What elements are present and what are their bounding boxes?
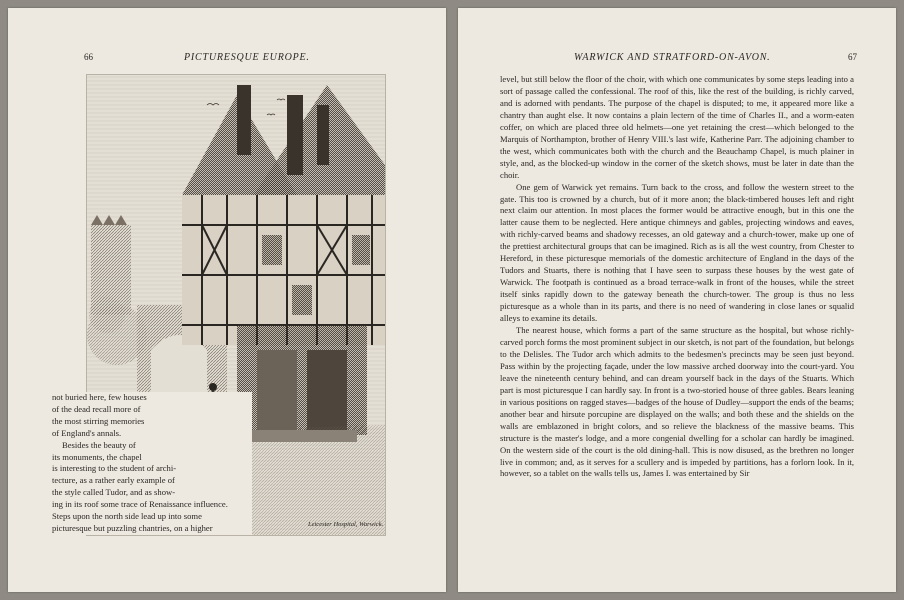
- paragraph: One gem of Warwick yet remains. Turn back to the cross, and follow the western street to the gate. This too is crowned by a church, but of it more anon; the black-timbered houses left and right next claim our attention. In most places the former would be attractive enough, but in this one the latter cause them to be neglected. Here antique chimneys and gables, projecting windows and eaves, with richly-carved beams and shadowy recesses, an old gateway and a church-tower, make up one of the prettiest architectural groups that can be imagined. Rich as is all the west country, from Chester to Hereford, in these picturesque memorials of the domestic architecture of England in the days of the Tudors and Stuarts, there is nothing that I have seen to surpass these houses by the west gate of Warwick. The footpath is continued as a broad terrace-walk in front of the houses, while the street itself sinks rapidly down to the gateway beneath the church-tower. The group is thus no less picturesque as a whole than in its parts, and there is no need of wandering in close lanes or squalid alleys to examine its details.: [500, 181, 854, 324]
- left-page: [8, 8, 446, 592]
- text-line: tecture, as a rather early example of: [52, 475, 175, 486]
- left-body-text: [52, 392, 252, 535]
- text-line: its monuments, the chapel: [52, 451, 142, 462]
- text-line: the style called Tudor, and as show-: [52, 487, 176, 498]
- text-line: is interesting to the student of archi-: [52, 463, 177, 474]
- running-head-left: PICTURESQUE EUROPE.: [184, 52, 310, 63]
- running-head-right: WARWICK AND STRATFORD-ON-AVON.: [574, 52, 771, 63]
- text-line: not buried here, few houses: [52, 392, 147, 402]
- text-line: of England's annals.: [52, 427, 122, 438]
- text-line: Steps upon the north side lead up into some: [52, 511, 202, 522]
- text-line: picturesque but puzzling chantries, on a higher: [52, 522, 213, 533]
- right-page: [458, 8, 896, 592]
- text-line: the most stirring memories: [52, 415, 145, 426]
- page-number-left: 66: [84, 52, 93, 62]
- text-line: ing in its roof some trace of Renaissance influence.: [52, 499, 228, 510]
- paragraph: The nearest house, which forms a part of the same structure as the hospital, but whose richly-carved porch forms the most prominent subject in our sketch, is not part of the foundation, but belongs to the Delisles. The Tudor arch which admits to the bedesmen's precincts may be seen just beyond. Pass within by the projecting façade, under the low massive arched doorway into the court-yard. You leave the nineteenth century behind, and can dream yourself back in the days of the Stuarts. Which part is most picturesque I can hardly say. In front is a two-storied house of three gables. Bears leaning in various positions on ragged staves—badges of the house of Dudley—support the ends of the beams; another bear and hirsute porcupine are displayed on the walls; and both these and the shields on the walls are emblazoned in bright colors, and so relieve the blackness of the massive beams. This structure is the master's lodge, and a more congenial dwelling for a scholar can hardly be imagined. On the western side of the court is the old dining-hall. This is now disused, as the brethren no longer live in common; and, as it serves for a scullery and is impeded by partitions, has a forlorn look. In it, however, so a tablet on the walls tells us, James I. was entertained by Sir: [500, 325, 854, 479]
- page-number-right: 67: [848, 52, 857, 62]
- text-line: of the dead recall more of: [52, 403, 141, 414]
- text-line: Besides the beauty of: [62, 439, 136, 450]
- right-body-text: [500, 74, 854, 480]
- paragraph: level, but still below the floor of the choir, with which one communicates by some steps leading into a sort of passage called the confessional. The roof of this, like the rest of the building, is richly carved, and is adorned with pendants. The purpose of the chapel is disputed; to me, it appeared more like a chantry than aught else. It now contains a plain lectern of the time of Charles II., and a worm-eaten coffer, on which are placed three old helmets—one yet retaining the crest—which belonged to the Marquis of Northampton, brother of Henry VIII.'s last wife, Katherine Parr. The adjoining chamber to the west, which communicates both with the church and the Beauchamp Chapel, is much plainer in style, and, as the blocked-up window in the corner of the sketch shows, must be later in date than the choir.: [500, 74, 854, 180]
- illustration-caption: Leicester Hospital, Warwick.: [308, 521, 384, 528]
